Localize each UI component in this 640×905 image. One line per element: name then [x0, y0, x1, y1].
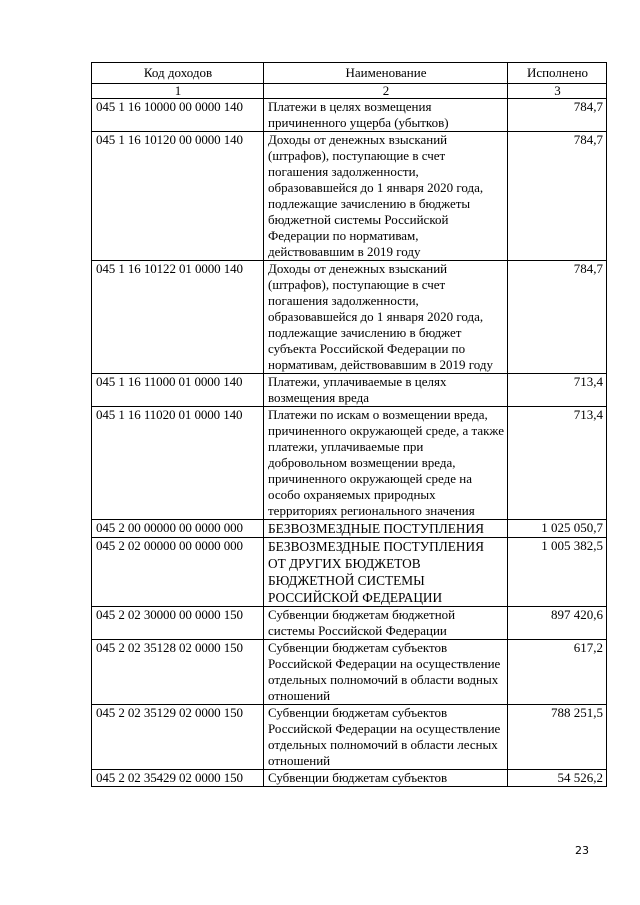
table-row — [92, 607, 607, 640]
revenue-amount: 713,4 — [508, 374, 607, 407]
revenue-code: 045 1 16 10120 00 0000 140 — [92, 132, 264, 261]
revenue-name: Платежи в целях возмещения причиненного ущерба (убытков) — [264, 99, 508, 132]
revenue-name: Платежи по искам о возмещении вреда, причиненного окружающей среде, а также платежи, уплачиваемые при добровольном возмещении вреда, причиненного окружающей среде на особо охраняемых природных территориях регионального значения — [264, 407, 508, 520]
header-row — [92, 63, 607, 84]
table-row — [92, 99, 607, 132]
page-number: 23 — [575, 844, 589, 857]
revenue-amount: 617,2 — [508, 640, 607, 705]
revenue-code: 045 2 02 35429 02 0000 150 — [92, 770, 264, 787]
revenue-amount: 1 025 050,7 — [508, 520, 607, 538]
revenue-amount: 788 251,5 — [508, 705, 607, 770]
revenue-code: 045 2 00 00000 00 0000 000 — [92, 520, 264, 538]
header-name: Наименование — [264, 63, 508, 84]
table-row — [92, 520, 607, 538]
table-row — [92, 538, 607, 607]
revenue-name: Доходы от денежных взысканий (штрафов), поступающие в счет погашения задолженности, образовавшейся до 1 января 2020 года, подлежащие зачислению в бюджет субъекта Российской Федерации по нормативам, действовавшим в 2019 году — [264, 261, 508, 374]
header-amount: Исполнено — [508, 63, 607, 84]
revenue-name: БЕЗВОЗМЕЗДНЫЕ ПОСТУПЛЕНИЯ — [264, 520, 508, 538]
revenue-amount: 897 420,6 — [508, 607, 607, 640]
revenue-amount: 713,4 — [508, 407, 607, 520]
table-row — [92, 261, 607, 374]
revenue-name: Доходы от денежных взысканий (штрафов), поступающие в счет погашения задолженности, образовавшейся до 1 января 2020 года, подлежащие зачислению в бюджеты бюджетной системы Российской Федерации по нормативам, действовавшим в 2019 году — [264, 132, 508, 261]
column-number: 1 — [92, 84, 264, 99]
revenue-name: Субвенции бюджетам бюджетной системы Российской Федерации — [264, 607, 508, 640]
revenue-code: 045 1 16 11000 01 0000 140 — [92, 374, 264, 407]
revenue-name: Субвенции бюджетам субъектов Российской Федерации на осуществление отдельных полномочий в области водных отношений — [264, 640, 508, 705]
revenue-code: 045 1 16 10000 00 0000 140 — [92, 99, 264, 132]
revenue-amount: 784,7 — [508, 99, 607, 132]
table-row — [92, 640, 607, 705]
revenue-name: БЕЗВОЗМЕЗДНЫЕ ПОСТУПЛЕНИЯ ОТ ДРУГИХ БЮДЖЕТОВ БЮДЖЕТНОЙ СИСТЕМЫ РОССИЙСКОЙ ФЕДЕРАЦИИ — [264, 538, 508, 607]
table-row — [92, 407, 607, 520]
column-number: 2 — [264, 84, 508, 99]
table-row — [92, 374, 607, 407]
revenue-table — [91, 62, 607, 787]
revenue-amount: 54 526,2 — [508, 770, 607, 787]
revenue-code: 045 1 16 10122 01 0000 140 — [92, 261, 264, 374]
column-number: 3 — [508, 84, 607, 99]
revenue-code: 045 2 02 35128 02 0000 150 — [92, 640, 264, 705]
revenue-name: Платежи, уплачиваемые в целях возмещения вреда — [264, 374, 508, 407]
revenue-name: Субвенции бюджетам субъектов — [264, 770, 508, 787]
revenue-name: Субвенции бюджетам субъектов Российской Федерации на осуществление отдельных полномочий в области лесных отношений — [264, 705, 508, 770]
revenue-code: 045 2 02 35129 02 0000 150 — [92, 705, 264, 770]
column-number-row — [92, 84, 607, 99]
table-row — [92, 770, 607, 787]
table-row — [92, 132, 607, 261]
table-row — [92, 705, 607, 770]
revenue-amount: 784,7 — [508, 261, 607, 374]
revenue-code: 045 2 02 30000 00 0000 150 — [92, 607, 264, 640]
revenue-code: 045 1 16 11020 01 0000 140 — [92, 407, 264, 520]
revenue-amount: 784,7 — [508, 132, 607, 261]
header-code: Код доходов — [92, 63, 264, 84]
revenue-amount: 1 005 382,5 — [508, 538, 607, 607]
revenue-code: 045 2 02 00000 00 0000 000 — [92, 538, 264, 607]
